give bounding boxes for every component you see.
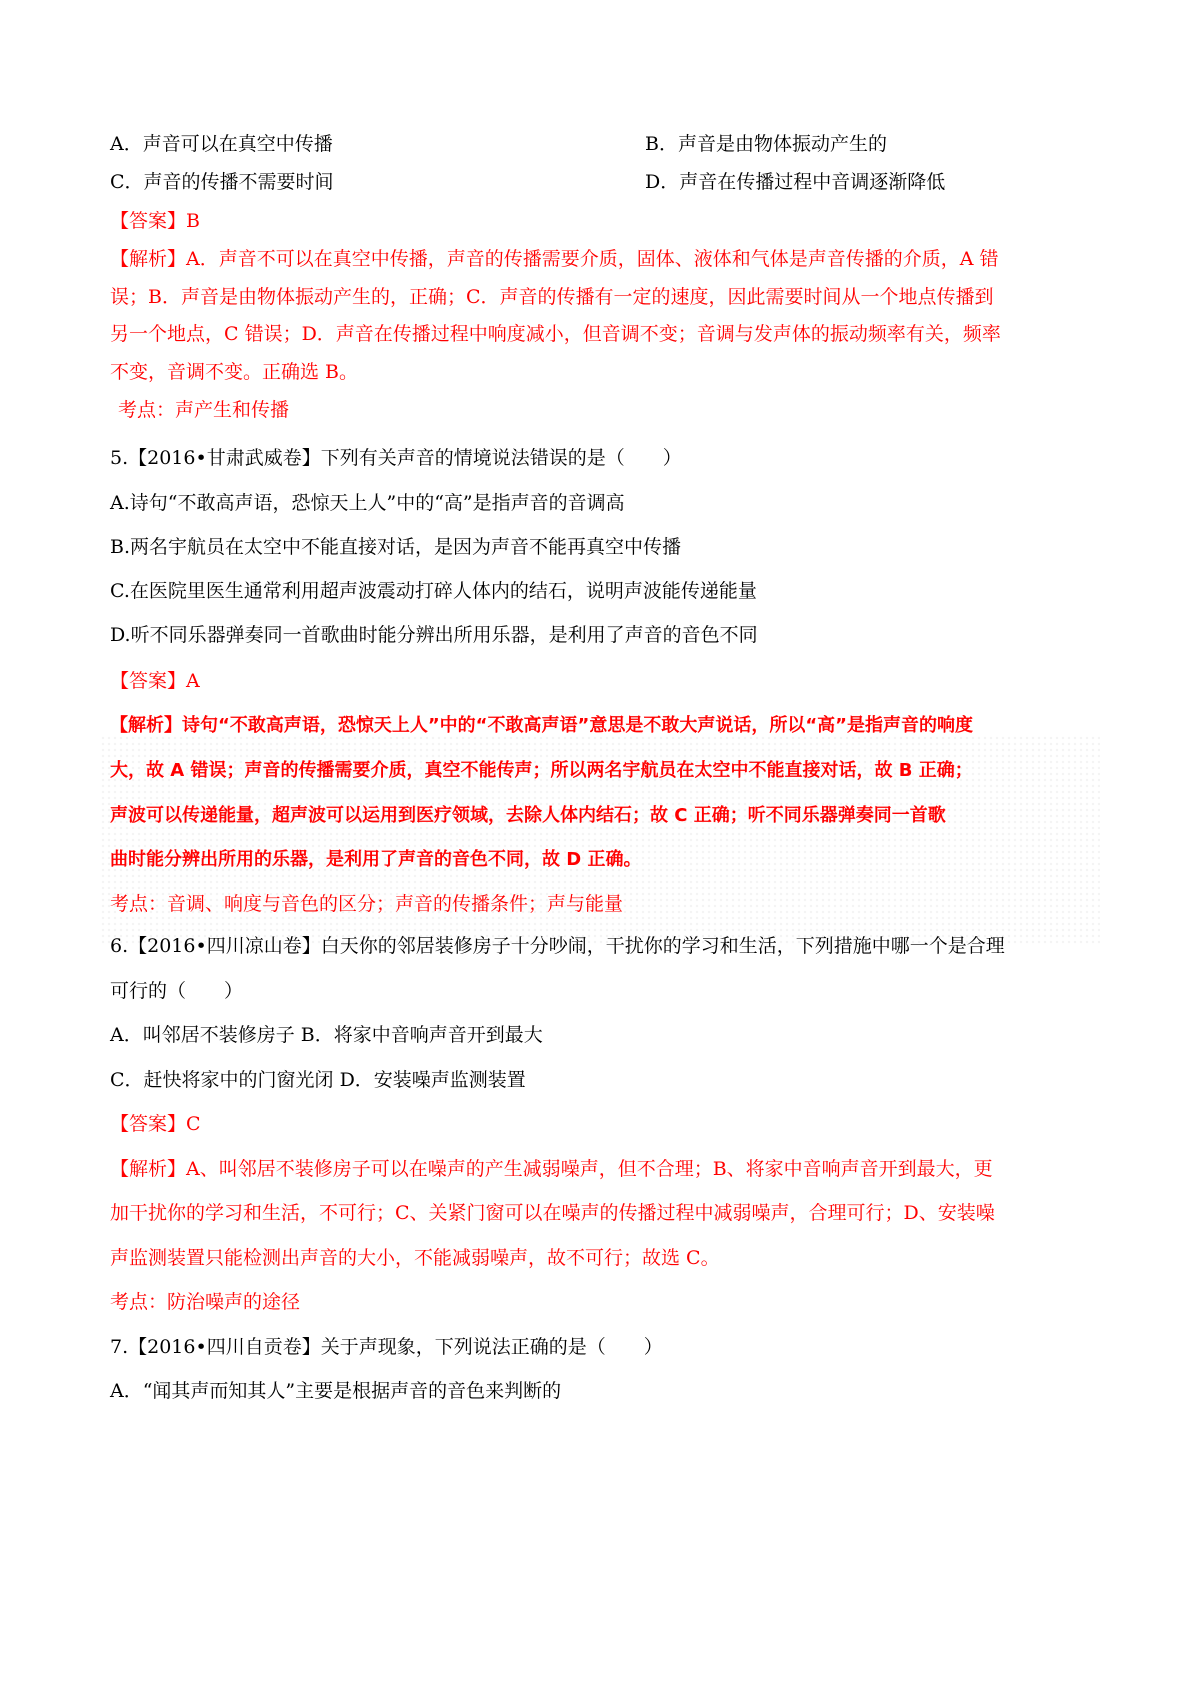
- q4-options-row-1: [110, 130, 1100, 158]
- q5-analysis-line-2: 大，故 A 错误；声音的传播需要介质，真空不能传声；所以两名宇航员在太空中不能直接对话，故 B 正确；: [110, 760, 973, 781]
- q6-stem-line-1: 6.【2016•四川凉山卷】白天你的邻居装修房子十分吵闹，干扰你的学习和生活，下列措施中哪一个是合理: [110, 935, 1005, 957]
- q4-option-d: D．声音在传播过程中音调逐渐降低: [645, 171, 946, 193]
- q4-option-c: C．声音的传播不需要时间: [110, 171, 334, 193]
- q4-analysis-line-2: 误；B．声音是由物体振动产生的，正确；C．声音的传播有一定的速度，因此需要时间从一个地点传播到: [110, 286, 994, 308]
- q6-stem-line-2: 可行的（ ）: [110, 980, 244, 1002]
- q6-topic: 考点：防治噪声的途径: [110, 1291, 301, 1313]
- q5-answer: 【答案】A: [110, 670, 200, 692]
- q6-options-cd: C．赶快将家中的门窗光闭 D．安装噪声监测装置: [110, 1069, 526, 1091]
- q5-option-c: C.在医院里医生通常利用超声波震动打碎人体内的结石，说明声波能传递能量: [110, 580, 757, 602]
- q5-analysis-line-3: 声波可以传递能量，超声波可以运用到医疗领域，去除人体内结石；故 C 正确；听不同乐器弹奏同一首歌: [110, 805, 946, 826]
- q6-analysis-line-1: 【解析】A、叫邻居不装修房子可以在噪声的产生减弱噪声，但不合理；B、将家中音响声音开到最大，更: [110, 1158, 993, 1180]
- q4-analysis-line-3: 另一个地点，C 错误；D．声音在传播过程中响度减小，但音调不变；音调与发声体的振动频率有关，频率: [110, 323, 1001, 345]
- q4-analysis-line-1: 【解析】A．声音不可以在真空中传播，声音的传播需要介质，固体、液体和气体是声音传播的介质，A 错: [110, 248, 999, 270]
- q5-topic: 考点：音调、响度与音色的区分；声音的传播条件；声与能量: [110, 893, 624, 915]
- q4-answer: 【答案】B: [110, 210, 200, 232]
- q6-analysis-line-2: 加干扰你的学习和生活，不可行；C、关紧门窗可以在噪声的传播过程中减弱噪声，合理可行；D、安装噪: [110, 1202, 995, 1224]
- q4-options-row-2: [110, 168, 1100, 196]
- q5-option-a: A.诗句“不敢高声语，恐惊天上人”中的“高”是指声音的音调高: [110, 492, 625, 514]
- q5-analysis-line-4: 曲时能分辨出所用的乐器，是利用了声音的音色不同，故 D 正确。: [110, 849, 642, 870]
- q4-option-b: B．声音是由物体振动产生的: [645, 133, 887, 155]
- q5-option-b: B.两名宇航员在太空中不能直接对话，是因为声音不能再真空中传播: [110, 536, 682, 558]
- q7-stem: 7.【2016•四川自贡卷】关于声现象，下列说法正确的是（ ）: [110, 1336, 663, 1358]
- q6-answer: 【答案】C: [110, 1113, 201, 1135]
- q7-option-a: A．“闻其声而知其人”主要是根据声音的音色来判断的: [110, 1380, 562, 1402]
- q5-option-d: D.听不同乐器弹奏同一首歌曲时能分辨出所用乐器，是利用了声音的音色不同: [110, 624, 758, 646]
- q6-options-ab: A．叫邻居不装修房子 B．将家中音响声音开到最大: [110, 1024, 543, 1046]
- q4-topic: 考点：声产生和传播: [118, 399, 290, 421]
- q6-analysis-line-3: 声监测装置只能检测出声音的大小，不能减弱噪声，故不可行；故选 C。: [110, 1247, 720, 1269]
- q4-option-a: A．声音可以在真空中传播: [110, 133, 333, 155]
- q5-stem: 5.【2016•甘肃武威卷】下列有关声音的情境说法错误的是（ ）: [110, 447, 682, 469]
- q5-analysis-line-1: 【解析】诗句“不敢高声语，恐惊天上人”中的“不敢高声语”意思是不敢大声说话，所以“高”是指声音的响度: [110, 715, 973, 736]
- q4-analysis-line-4: 不变，音调不变。正确选 B。: [110, 361, 359, 383]
